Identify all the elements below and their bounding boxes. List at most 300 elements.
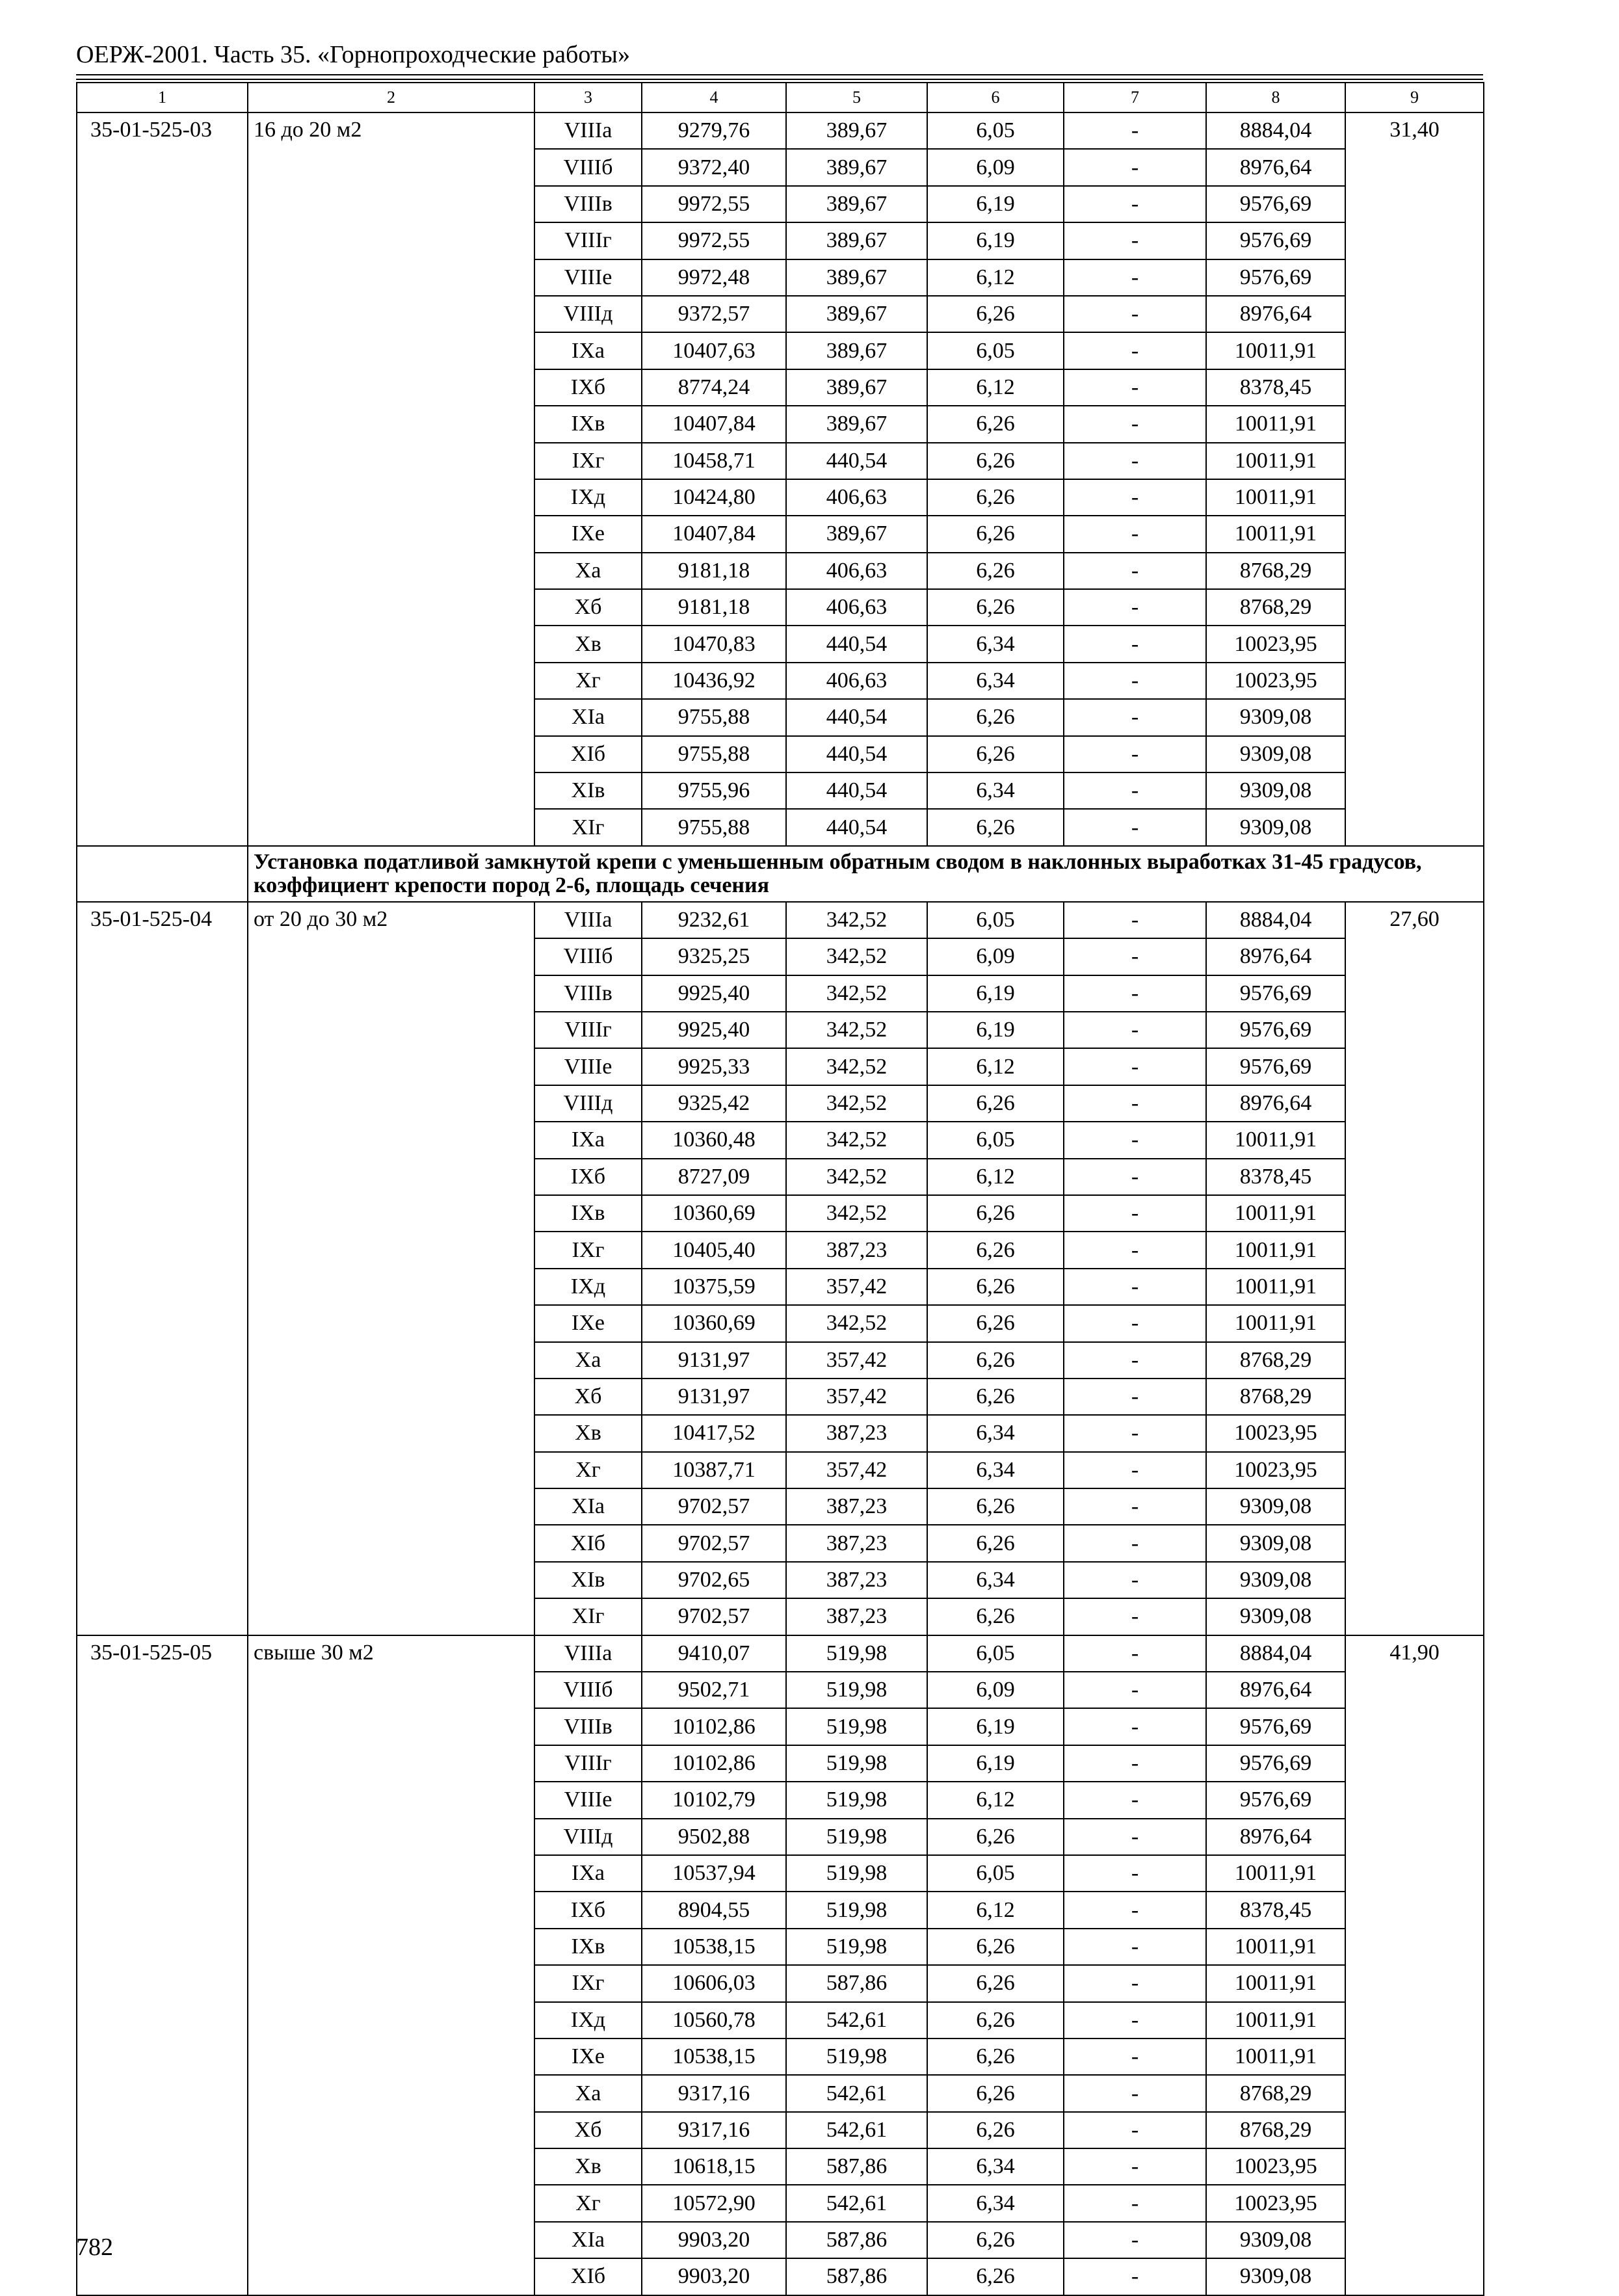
table-cell: - <box>1064 1159 1206 1195</box>
table-cell: 542,61 <box>786 2185 927 2221</box>
table-cell: 9576,69 <box>1206 186 1345 222</box>
table-cell: 9309,08 <box>1206 736 1345 772</box>
table-cell: 10360,48 <box>642 1122 786 1158</box>
table-cell: 10560,78 <box>642 2002 786 2039</box>
table-cell: 10407,84 <box>642 406 786 442</box>
table-cell: 9972,55 <box>642 186 786 222</box>
table-cell: VIIIе <box>534 1048 642 1085</box>
table-cell: 6,19 <box>927 1708 1064 1745</box>
table-cell: 342,52 <box>786 1048 927 1085</box>
table-cell: 9702,65 <box>642 1562 786 1598</box>
table-cell: 387,23 <box>786 1562 927 1598</box>
table-cell: 542,61 <box>786 2002 927 2039</box>
table-cell: 10011,91 <box>1206 1929 1345 1965</box>
table-cell: 10102,79 <box>642 1782 786 1818</box>
table-cell: 10102,86 <box>642 1745 786 1782</box>
table-cell: - <box>1064 809 1206 845</box>
table-cell: 9309,08 <box>1206 1525 1345 1561</box>
table-cell: 8378,45 <box>1206 1892 1345 1928</box>
table-cell: 389,67 <box>786 149 927 185</box>
norm-column-9: 31,40 <box>1345 112 1484 846</box>
table-cell: 6,05 <box>927 1855 1064 1892</box>
table-cell: 10407,63 <box>642 332 786 369</box>
table-cell: - <box>1064 1488 1206 1525</box>
table-cell: 8904,55 <box>642 1892 786 1928</box>
table-cell: 9309,08 <box>1206 2258 1345 2295</box>
table-cell: - <box>1064 2002 1206 2039</box>
table-cell: VIIIг <box>534 222 642 259</box>
table-cell: Xа <box>534 553 642 589</box>
table-cell: 542,61 <box>786 2112 927 2148</box>
table-cell: - <box>1064 1048 1206 1085</box>
table-cell: 6,12 <box>927 1159 1064 1195</box>
table-cell: 6,26 <box>927 1379 1064 1415</box>
table-cell: 519,98 <box>786 1672 927 1708</box>
table-cell: 6,26 <box>927 1598 1064 1635</box>
table-cell: 6,12 <box>927 1048 1064 1085</box>
table-cell: - <box>1064 902 1206 938</box>
table-cell: 9309,08 <box>1206 699 1345 735</box>
table-cell: 8884,04 <box>1206 902 1345 938</box>
table-cell: - <box>1064 332 1206 369</box>
table-cell: 9131,97 <box>642 1342 786 1379</box>
table-cell: 440,54 <box>786 736 927 772</box>
table-cell: 519,98 <box>786 1745 927 1782</box>
column-number: 9 <box>1345 83 1484 112</box>
table-cell: XIа <box>534 1488 642 1525</box>
table-cell: 10360,69 <box>642 1305 786 1341</box>
table-cell: IXе <box>534 2039 642 2075</box>
table-cell: 10375,59 <box>642 1269 786 1305</box>
table-cell: XIб <box>534 2258 642 2295</box>
table-cell: 6,34 <box>927 2185 1064 2221</box>
table-cell: - <box>1064 369 1206 406</box>
table-cell: - <box>1064 1745 1206 1782</box>
table-cell: Xг <box>534 663 642 699</box>
table-cell: 6,05 <box>927 1122 1064 1158</box>
table-cell: XIа <box>534 2222 642 2258</box>
table-cell: Xа <box>534 1342 642 1379</box>
table-cell: VIIIа <box>534 112 642 149</box>
column-number: 7 <box>1064 83 1206 112</box>
table-cell: 6,05 <box>927 1635 1064 1672</box>
table-cell: 9576,69 <box>1206 222 1345 259</box>
table-cell: VIIIб <box>534 1672 642 1708</box>
column-number: 4 <box>642 83 786 112</box>
table-cell: VIIIе <box>534 259 642 296</box>
table-cell: 6,26 <box>927 736 1064 772</box>
table-cell: 8884,04 <box>1206 112 1345 149</box>
table-cell: - <box>1064 222 1206 259</box>
table-cell: VIIIв <box>534 1708 642 1745</box>
table-cell: - <box>1064 2185 1206 2221</box>
table-cell: 519,98 <box>786 1635 927 1672</box>
table-cell: 6,19 <box>927 1012 1064 1048</box>
table-cell: 10436,92 <box>642 663 786 699</box>
table-cell: Xб <box>534 1379 642 1415</box>
table-cell: 10424,80 <box>642 479 786 516</box>
table-cell: - <box>1064 1415 1206 1451</box>
table-cell: 342,52 <box>786 902 927 938</box>
table-cell: VIIIг <box>534 1745 642 1782</box>
table-cell: 9232,61 <box>642 902 786 938</box>
table-cell: XIб <box>534 736 642 772</box>
table-cell: - <box>1064 2258 1206 2295</box>
table-cell: 9925,33 <box>642 1048 786 1085</box>
table-cell: - <box>1064 553 1206 589</box>
table-cell: 440,54 <box>786 626 927 662</box>
table-cell: 342,52 <box>786 975 927 1012</box>
table-cell: IXг <box>534 1232 642 1268</box>
table-cell: 9576,69 <box>1206 259 1345 296</box>
header-rule-bottom <box>76 79 1483 80</box>
table-cell: 6,26 <box>927 589 1064 626</box>
table-cell: - <box>1064 663 1206 699</box>
table-cell: 10011,91 <box>1206 1305 1345 1341</box>
table-cell: - <box>1064 1965 1206 2001</box>
table-cell: 9576,69 <box>1206 1782 1345 1818</box>
table-cell: 9702,57 <box>642 1525 786 1561</box>
column-number: 5 <box>786 83 927 112</box>
table-cell: - <box>1064 2039 1206 2075</box>
table-cell: IXв <box>534 1929 642 1965</box>
table-cell: IXе <box>534 516 642 552</box>
table-cell: 8727,09 <box>642 1159 786 1195</box>
table-cell: 9309,08 <box>1206 772 1345 809</box>
table-cell: - <box>1064 772 1206 809</box>
table-cell: 8976,64 <box>1206 1819 1345 1855</box>
table-cell: IXа <box>534 1855 642 1892</box>
table-cell: 6,34 <box>927 1415 1064 1451</box>
table-cell: 9755,88 <box>642 699 786 735</box>
table-row <box>77 112 1484 149</box>
table-cell: 10537,94 <box>642 1855 786 1892</box>
table-cell: - <box>1064 296 1206 332</box>
table-cell: 9309,08 <box>1206 2222 1345 2258</box>
table-cell: 440,54 <box>786 443 927 479</box>
table-cell: 6,26 <box>927 1195 1064 1232</box>
table-cell: 8378,45 <box>1206 1159 1345 1195</box>
table-cell: Xг <box>534 2185 642 2221</box>
table-cell: 8768,29 <box>1206 2112 1345 2148</box>
table-cell: 6,34 <box>927 2148 1064 2185</box>
table-cell: 9309,08 <box>1206 1488 1345 1525</box>
table-cell: 6,26 <box>927 699 1064 735</box>
table-cell: Xа <box>534 2075 642 2111</box>
table-cell: 6,26 <box>927 1929 1064 1965</box>
table-cell: 6,26 <box>927 1342 1064 1379</box>
table-cell: 8884,04 <box>1206 1635 1345 1672</box>
table-cell: 9972,55 <box>642 222 786 259</box>
table-cell: 8768,29 <box>1206 1379 1345 1415</box>
table-cell: 387,23 <box>786 1232 927 1268</box>
table-cell: 519,98 <box>786 1855 927 1892</box>
table-cell: 10011,91 <box>1206 2002 1345 2039</box>
table-cell: 9325,42 <box>642 1085 786 1122</box>
table-cell: - <box>1064 2112 1206 2148</box>
table-cell: - <box>1064 589 1206 626</box>
table-cell: 387,23 <box>786 1488 927 1525</box>
table-cell: 6,26 <box>927 2258 1064 2295</box>
table-cell: 387,23 <box>786 1525 927 1561</box>
norm-description: от 20 до 30 м2 <box>248 902 534 1635</box>
table-cell: 6,12 <box>927 369 1064 406</box>
table-cell: 389,67 <box>786 296 927 332</box>
table-cell: IXд <box>534 479 642 516</box>
table-cell: - <box>1064 938 1206 975</box>
table-cell: 389,67 <box>786 406 927 442</box>
table-cell: 10405,40 <box>642 1232 786 1268</box>
norm-code: 35-01-525-04 <box>77 902 248 1635</box>
table-cell: 6,26 <box>927 553 1064 589</box>
table-cell: - <box>1064 1525 1206 1561</box>
table-cell: 6,26 <box>927 1819 1064 1855</box>
table-cell: 6,26 <box>927 1269 1064 1305</box>
table-cell: 6,26 <box>927 479 1064 516</box>
table-cell: 9502,88 <box>642 1819 786 1855</box>
table-cell: 6,09 <box>927 149 1064 185</box>
table-cell: - <box>1064 1562 1206 1598</box>
table-cell: VIIIв <box>534 186 642 222</box>
table-cell: 10011,91 <box>1206 1195 1345 1232</box>
table-cell: 519,98 <box>786 1782 927 1818</box>
table-cell: 10618,15 <box>642 2148 786 2185</box>
table-cell: - <box>1064 259 1206 296</box>
table-cell: 9925,40 <box>642 975 786 1012</box>
table-cell: 406,63 <box>786 553 927 589</box>
table-cell: 357,42 <box>786 1269 927 1305</box>
table-cell: 6,26 <box>927 1085 1064 1122</box>
table-cell: - <box>1064 736 1206 772</box>
table-cell: 387,23 <box>786 1415 927 1451</box>
table-cell: 9181,18 <box>642 589 786 626</box>
table-cell: 9755,88 <box>642 736 786 772</box>
table-cell: - <box>1064 1305 1206 1341</box>
table-cell: 10011,91 <box>1206 406 1345 442</box>
table-cell: 6,05 <box>927 332 1064 369</box>
table-cell: - <box>1064 1122 1206 1158</box>
table-cell: 6,19 <box>927 975 1064 1012</box>
table-cell: 587,86 <box>786 2222 927 2258</box>
table-cell: - <box>1064 2075 1206 2111</box>
table-cell: XIа <box>534 699 642 735</box>
table-cell: 6,26 <box>927 1305 1064 1341</box>
column-number: 3 <box>534 83 642 112</box>
table-cell: 9903,20 <box>642 2258 786 2295</box>
table-cell: 9702,57 <box>642 1488 786 1525</box>
table-cell: 6,12 <box>927 259 1064 296</box>
table-cell: 10023,95 <box>1206 626 1345 662</box>
table-cell: 389,67 <box>786 332 927 369</box>
table-cell: - <box>1064 975 1206 1012</box>
table-cell: 387,23 <box>786 1598 927 1635</box>
table-cell: 9325,25 <box>642 938 786 975</box>
table-cell: VIIIа <box>534 1635 642 1672</box>
table-cell: IXг <box>534 443 642 479</box>
table-cell: Xв <box>534 1415 642 1451</box>
table-cell: 9279,76 <box>642 112 786 149</box>
table-cell: 406,63 <box>786 479 927 516</box>
table-cell: 6,26 <box>927 1232 1064 1268</box>
table-cell: - <box>1064 1269 1206 1305</box>
table-cell: Xг <box>534 1452 642 1488</box>
table-cell: 406,63 <box>786 589 927 626</box>
table-cell: VIIIд <box>534 296 642 332</box>
table-cell: - <box>1064 2222 1206 2258</box>
table-cell: XIв <box>534 1562 642 1598</box>
page-number: 782 <box>76 2234 113 2261</box>
table-cell: 9576,69 <box>1206 1708 1345 1745</box>
table-cell: - <box>1064 626 1206 662</box>
table-cell: 10011,91 <box>1206 443 1345 479</box>
table-cell: - <box>1064 1819 1206 1855</box>
table-cell: - <box>1064 1855 1206 1892</box>
column-number: 6 <box>927 83 1064 112</box>
table-cell: 9309,08 <box>1206 809 1345 845</box>
table-cell: 6,26 <box>927 1488 1064 1525</box>
section-spacer <box>77 846 248 902</box>
table-cell: 587,86 <box>786 2258 927 2295</box>
table-cell: 10011,91 <box>1206 1965 1345 2001</box>
table-cell: VIIIг <box>534 1012 642 1048</box>
table-cell: 6,26 <box>927 516 1064 552</box>
table-cell: 357,42 <box>786 1379 927 1415</box>
table-cell: 6,05 <box>927 902 1064 938</box>
table-cell: 342,52 <box>786 1085 927 1122</box>
table-cell: - <box>1064 1232 1206 1268</box>
table-cell: - <box>1064 1598 1206 1635</box>
table-cell: 6,26 <box>927 2222 1064 2258</box>
table-cell: 9903,20 <box>642 2222 786 2258</box>
table-cell: 10407,84 <box>642 516 786 552</box>
table-cell: 10102,86 <box>642 1708 786 1745</box>
table-cell: IXв <box>534 406 642 442</box>
norm-column-9: 27,60 <box>1345 902 1484 1635</box>
table-cell: Xв <box>534 2148 642 2185</box>
table-cell: 357,42 <box>786 1452 927 1488</box>
table-cell: - <box>1064 406 1206 442</box>
table-cell: 6,12 <box>927 1782 1064 1818</box>
table-cell: 6,34 <box>927 663 1064 699</box>
column-number: 2 <box>248 83 534 112</box>
table-cell: 9925,40 <box>642 1012 786 1048</box>
table-cell: IXе <box>534 1305 642 1341</box>
table-cell: 6,34 <box>927 626 1064 662</box>
page-header: ОЕРЖ-2001. Часть 35. «Горнопроходческие работы» <box>76 41 630 68</box>
table-cell: 8768,29 <box>1206 589 1345 626</box>
table-cell: 8976,64 <box>1206 938 1345 975</box>
table-cell: 519,98 <box>786 2039 927 2075</box>
norm-description: свыше 30 м2 <box>248 1635 534 2295</box>
table-cell: - <box>1064 1085 1206 1122</box>
table-cell: 9702,57 <box>642 1598 786 1635</box>
table-cell: 9410,07 <box>642 1635 786 1672</box>
column-number: 8 <box>1206 83 1345 112</box>
table-cell: 9372,57 <box>642 296 786 332</box>
table-cell: 10606,03 <box>642 1965 786 2001</box>
column-number: 1 <box>77 83 248 112</box>
table-cell: 10023,95 <box>1206 663 1345 699</box>
table-cell: 440,54 <box>786 809 927 845</box>
table-cell: 342,52 <box>786 1122 927 1158</box>
table-cell: Xб <box>534 2112 642 2148</box>
table-cell: IXб <box>534 1159 642 1195</box>
table-cell: 6,26 <box>927 2112 1064 2148</box>
table-cell: - <box>1064 1782 1206 1818</box>
table-cell: 9131,97 <box>642 1379 786 1415</box>
table-cell: 587,86 <box>786 2148 927 2185</box>
norm-column-9: 41,90 <box>1345 1635 1484 2295</box>
column-number-row <box>77 83 1484 112</box>
table-cell: - <box>1064 1672 1206 1708</box>
table-cell: 342,52 <box>786 1012 927 1048</box>
table-cell: - <box>1064 1342 1206 1379</box>
table-cell: 10023,95 <box>1206 2185 1345 2221</box>
table-cell: 389,67 <box>786 222 927 259</box>
table-cell: VIIIв <box>534 975 642 1012</box>
table-cell: - <box>1064 149 1206 185</box>
table-cell: 389,67 <box>786 259 927 296</box>
table-cell: 9317,16 <box>642 2075 786 2111</box>
table-cell: 10572,90 <box>642 2185 786 2221</box>
table-cell: 6,26 <box>927 1525 1064 1561</box>
table-cell: 9576,69 <box>1206 1048 1345 1085</box>
table-cell: - <box>1064 516 1206 552</box>
table-cell: VIIIа <box>534 902 642 938</box>
table-cell: 440,54 <box>786 772 927 809</box>
table-cell: 6,05 <box>927 112 1064 149</box>
table-cell: 6,34 <box>927 772 1064 809</box>
table-cell: 9755,88 <box>642 809 786 845</box>
table-cell: - <box>1064 1452 1206 1488</box>
table-cell: 6,09 <box>927 938 1064 975</box>
table-cell: 389,67 <box>786 369 927 406</box>
table-cell: - <box>1064 1195 1206 1232</box>
table-cell: - <box>1064 1012 1206 1048</box>
table-cell: 9181,18 <box>642 553 786 589</box>
table-row <box>77 1635 1484 1672</box>
table-cell: 6,26 <box>927 296 1064 332</box>
table-cell: 6,19 <box>927 186 1064 222</box>
section-row <box>77 846 1484 902</box>
table-cell: - <box>1064 479 1206 516</box>
norm-code: 35-01-525-05 <box>77 1635 248 2295</box>
table-cell: 6,26 <box>927 406 1064 442</box>
table-cell: 6,12 <box>927 1892 1064 1928</box>
table-cell: 6,26 <box>927 809 1064 845</box>
table-cell: 389,67 <box>786 186 927 222</box>
table-cell: 357,42 <box>786 1342 927 1379</box>
table-cell: 10387,71 <box>642 1452 786 1488</box>
header-rule-top <box>76 74 1483 75</box>
table-cell: 6,34 <box>927 1562 1064 1598</box>
table-cell: 440,54 <box>786 699 927 735</box>
table-cell: - <box>1064 186 1206 222</box>
table-cell: VIIIе <box>534 1782 642 1818</box>
table-cell: - <box>1064 1708 1206 1745</box>
norms-table <box>76 82 1484 2296</box>
table-cell: - <box>1064 1929 1206 1965</box>
table-cell: VIIIд <box>534 1085 642 1122</box>
table-cell: 406,63 <box>786 663 927 699</box>
table-cell: XIв <box>534 772 642 809</box>
table-cell: 10011,91 <box>1206 2039 1345 2075</box>
table-cell: 10538,15 <box>642 2039 786 2075</box>
table-cell: 10360,69 <box>642 1195 786 1232</box>
table-cell: - <box>1064 1892 1206 1928</box>
table-cell: - <box>1064 1635 1206 1672</box>
table-row <box>77 902 1484 938</box>
